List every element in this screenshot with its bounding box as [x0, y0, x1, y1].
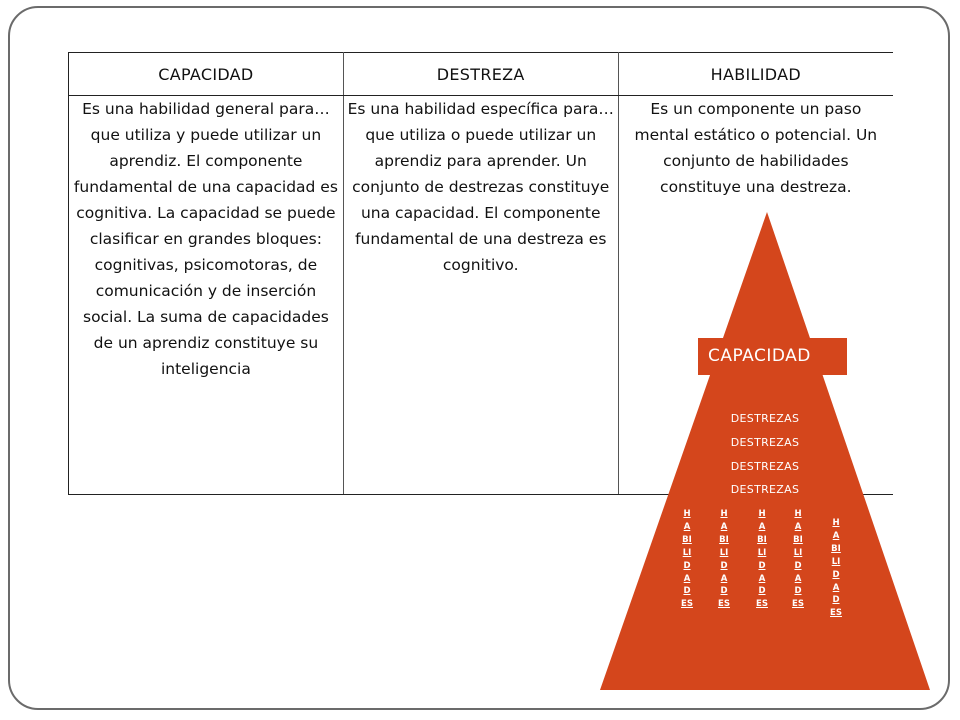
habilidades-column-3: HABILIDADES: [756, 509, 768, 610]
header-habilidad: HABILIDAD: [618, 53, 893, 96]
habilidades-column-5: HABILIDADES: [830, 518, 842, 619]
destrezas-label-2: DESTREZAS: [730, 436, 800, 449]
habilidades-column-4: HABILIDADES: [792, 509, 804, 610]
capacidad-label: CAPACIDAD: [698, 338, 847, 375]
destrezas-label-3: DESTREZAS: [730, 460, 800, 473]
cell-habilidad-definition: Es un componente un paso mental estático o potencial. Un conjunto de habilidades constituye una destreza.: [618, 96, 893, 495]
destrezas-label-4: DESTREZAS: [730, 483, 800, 496]
habilidades-column-1: HABILIDADES: [681, 509, 693, 610]
cell-capacidad-definition: Es una habilidad general para… que utiliza y puede utilizar un aprendiz. El componente fundamental de una capacidad es cognitiva. La capacidad se puede clasificar en grandes bloques: cognitivas, psicomotoras, de comunicación y de inserción social. La suma de capacidades de un aprendiz constituye su inteligencia: [69, 96, 344, 495]
header-destreza: DESTREZA: [343, 53, 618, 96]
habilidades-column-2: HABILIDADES: [718, 509, 730, 610]
cell-destreza-definition: Es una habilidad específica para… que utiliza o puede utilizar un aprendiz para aprender. Un conjunto de destrezas constituye una capacidad. El componente fundamental de una destreza es cognitivo.: [343, 96, 618, 495]
destrezas-label-1: DESTREZAS: [730, 412, 800, 425]
pyramid-shape: [600, 212, 930, 690]
header-capacidad: CAPACIDAD: [69, 53, 344, 96]
